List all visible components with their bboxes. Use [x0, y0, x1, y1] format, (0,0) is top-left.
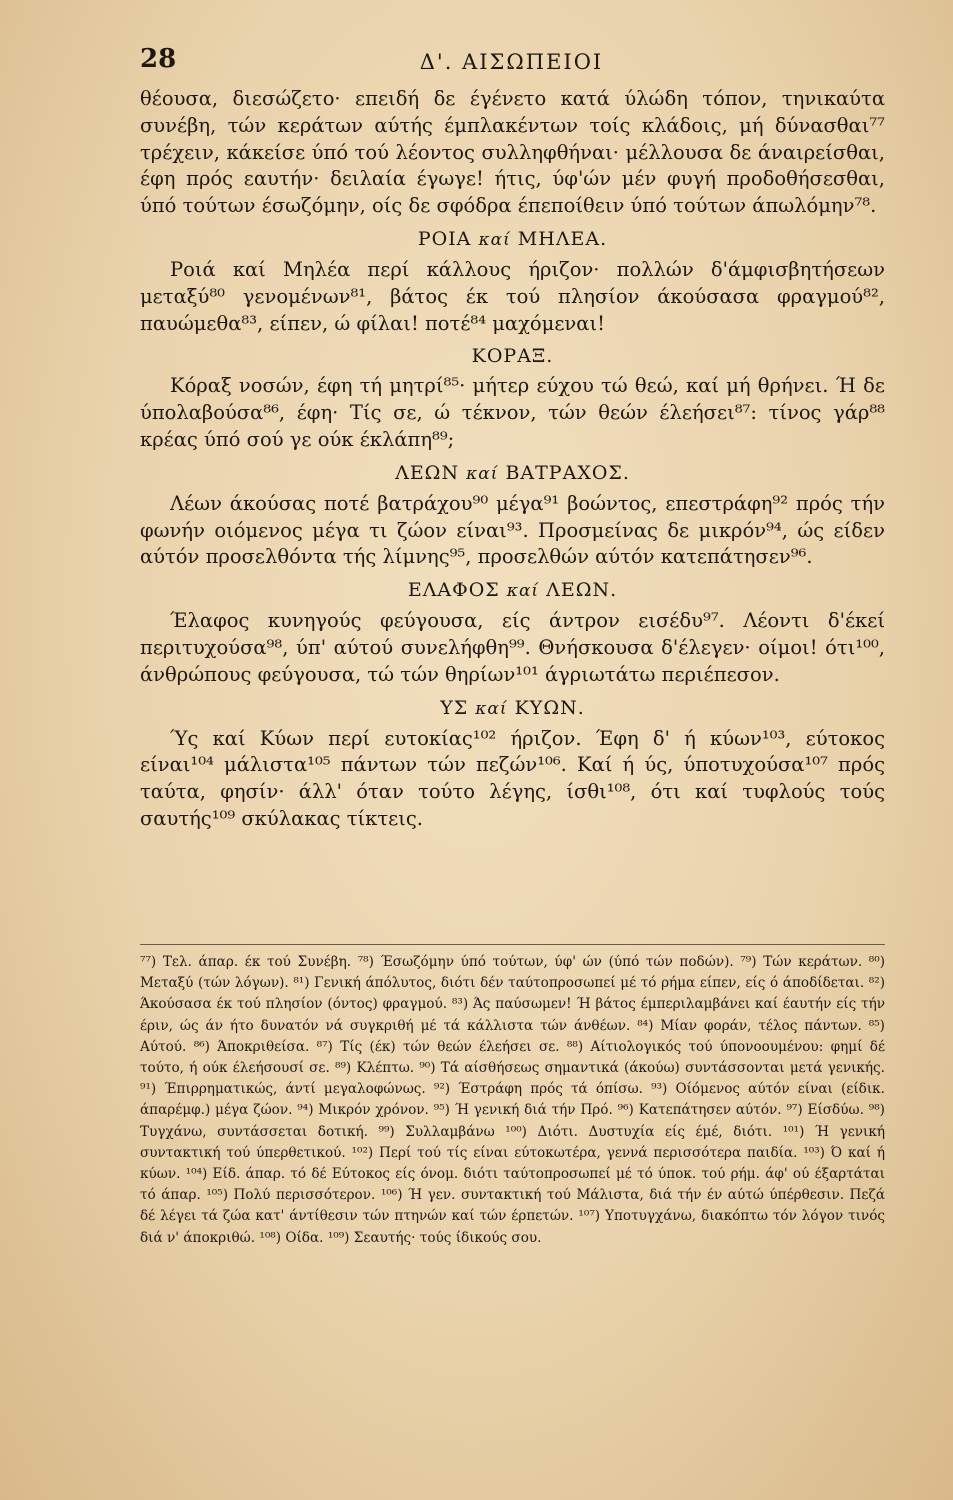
- page-body: [140, 86, 885, 833]
- fable-text: Έλαφος κυνηγούς φεύγουσα, είς άντρον εισέδυ⁹⁷. Λέοντι δ'έκεί περιτυχούσα⁹⁸, ύπ' αύτού συνελήφθη⁹⁹. Θνήσκουσα δ'έλεγεν· οίμοι! ότι¹⁰⁰, άνθρώπους φεύγουσα, τώ τών θηρίων¹⁰¹ άγριωτάτω περιέπεσον.: [140, 609, 885, 686]
- fable-title-part: ΒΑΤΡΑΧΟΣ.: [505, 461, 630, 484]
- page-number: 28: [140, 44, 177, 74]
- fable-korax: [140, 343, 885, 453]
- fable-elafos-leon: [140, 577, 885, 688]
- fable-text: Ύς καί Κύων περί ευτοκίας¹⁰² ήριζον. Έφη δ' ή κύων¹⁰³, εύτοκος είναι¹⁰⁴ μάλιστα¹⁰⁵ πάντων τών πεζών¹⁰⁶. Καί ή ύς, ύποτυχούσα¹⁰⁷ πρός ταύτα, φησίν· άλλ' όταν τούτο λέγης, ίσθι¹⁰⁸, ότι καί τυφλούς τούς σαυτής¹⁰⁹ σκύλακας τίκτεις.: [140, 726, 885, 830]
- opening-paragraph: θέουσα, διεσώζετο· επειδή δε έγένετο κατά ύλώδη τόπον, τηνικαύτα συνέβη, τών κεράτων αύτής έμπλακέντων τοίς κλάδοις, μή δύνασθαι⁷⁷ τρέχειν, κάκείσε ύπό τού λέοντος συλληφθήναι· μέλλουσα δε άναιρείσθαι, έφη πρός εαυτήν· δειλαία έγωγε! ήτις, ύφ'ών μέν φυγή προδοθήσεσθαι, ύπό τούτων έσωζόμην, οίς δε σφόδρα έπεποίθειν ύπό τούτων άπωλόμην⁷⁸.: [140, 87, 885, 218]
- footnotes: ⁷⁷) Τελ. άπαρ. έκ τού Συνέβη. ⁷⁸) Έσωζόμην ύπό τούτων, ύφ' ών (ύπό τών ποδών). ⁷⁹) Τών κεράτων. ⁸⁰) Μεταξύ (τών λόγων). ⁸¹) Γενική άπόλυτος, διότι δέν ταύτοπροσωπεί μέ τό ρήμα είπεν, είς ό άποδίδεται. ⁸²) Άκούσασα έκ τού πλησίον (όντος) φραγμού. ⁸³) Άς παύσωμεν! Ή βάτος έμπεριλαμβάνει καί έαυτήν είς τήν έριν, ώς άν ήτο δυνατόν νά συγκριθή μέ τά κάλλιστα τών άνθέων. ⁸⁴) Μίαν φοράν, τέλος πάντων. ⁸⁵) Αύτού. ⁸⁶) Άποκριθείσα. ⁸⁷) Τίς (έκ) τών θεών έλεήσει σε. ⁸⁸) Αίτιολογικός τού ύπονοουμένου: φημί δέ τούτο, ή ούκ έλεήσουσί σε. ⁸⁹) Κλέπτω. ⁹⁰) Τά αίσθήσεως σημαντικά (άκούω) συντάσσονται μετά γενικής. ⁹¹) Έπιρρηματικώς, άντί μεγαλοφώνως. ⁹²) Έστράφη πρός τά όπίσω. ⁹³) Οίόμενος αύτόν είναι (είδικ. άπαρέμφ.) μέγα ζώον. ⁹⁴) Μικρόν χρόνον. ⁹⁵) Ή γενική διά τήν Πρό. ⁹⁶) Κατεπάτησεν αύτόν. ⁹⁷) Είσδύω. ⁹⁸) Τυγχάνω, συντάσσεται δοτική. ⁹⁹) Συλλαμβάνω ¹⁰⁰) Διότι. Δυστυχία είς έμέ, διότι. ¹⁰¹) Ή γενική συντακτική τού ύπερθετικού. ¹⁰²) Περί τού τίς είναι εύτοκωτέρα, γεννά περισσότερα παιδία. ¹⁰³) Ό καί ή κύων. ¹⁰⁴) Είδ. άπαρ. τό δέ Εύτοκος είς όνομ. διότι ταύτοπροσωπεί μέ τό ύποκ. τού ρήμ. άφ' ού έξαρτάται τό άπαρ. ¹⁰⁵) Πολύ περισσότερον. ¹⁰⁶) Ή γεν. συντακτική τού Μάλιστα, διά τήν έν αύτώ ύπέρθεσιν. Πεζά δέ λέγει τά ζώα κατ' άντίθεσιν τών πτηνών καί τών έρπετών. ¹⁰⁷) Υποτυγχάνω, διακόπτω τόν λόγον τινός διά ν' άποκριθώ. ¹⁰⁸) Οίδα. ¹⁰⁹) Σεαυτής· τούς ίδικούς σου.: [140, 954, 885, 1246]
- fable-text: Λέων άκούσας ποτέ βατράχου⁹⁰ μέγα⁹¹ βοώντος, επεστράφη⁹² πρός τήν φωνήν οιόμενος μέγα τι ζώον είναι⁹³. Προσμείνας δε μικρόν⁹⁴, ώς είδεν αύτόν προσελθόντα τής λίμνης⁹⁵, προσελθών αύτόν κατεπάτησεν⁹⁶.: [140, 491, 885, 569]
- fable-title-part: ΜΗΛΕΑ.: [517, 227, 608, 250]
- fable-leon-batrachos: [140, 460, 885, 571]
- fable-title-part: ΛΕΩΝ.: [546, 579, 618, 602]
- fable-title-part: ΚΥΩΝ.: [514, 696, 585, 719]
- running-title: Δ'. ΑΙΣΩΠΕΙΟΙ: [419, 50, 604, 74]
- fable-text: Ροιά καί Μηλέα περί κάλλους ήριζον· πολλών δ'άμφισβητήσεων μεταξύ⁸⁰ γενομένων⁸¹, βάτος έκ τού πλησίον άκούσασα φραγμού⁸², παυώμεθα⁸³, είπεν, ώ φίλαι! ποτέ⁸⁴ μαχόμεναι!: [140, 257, 885, 335]
- fable-title-part: ΕΛΑΦΟΣ: [407, 579, 500, 602]
- fable-title-part: ΛΕΩΝ: [395, 461, 460, 484]
- fable-title-conjunction: καί: [506, 581, 540, 602]
- fable-title-part: ΚΟΡΑΞ.: [471, 345, 554, 368]
- fable-roia-milea: [140, 226, 885, 337]
- fable-title: [140, 695, 885, 722]
- fable-title-conjunction: καί: [466, 463, 499, 484]
- fable-title-conjunction: καί: [478, 229, 511, 250]
- fable-title: [140, 343, 885, 369]
- fable-title: [140, 460, 885, 487]
- fable-text: Κόραξ νοσών, έφη τή μητρί⁸⁵· μήτερ εύχου τώ θεώ, καί μή θρήνει. Ή δε ύπολαβούσα⁸⁶, έφη· Τίς σε, ώ τέκνον, τών θεών έλεήσει⁸⁷: τίνος γάρ⁸⁸ κρέας ύπό σού γε ούκ έκλάπη⁸⁹;: [140, 374, 885, 451]
- fable-title: [140, 577, 885, 604]
- fable-title-part: ΡΟΙΑ: [417, 227, 472, 250]
- fable-ys-kyon: [140, 695, 885, 833]
- fable-title: [140, 226, 885, 253]
- fable-title-conjunction: καί: [475, 698, 508, 719]
- fable-title-part: ΥΣ: [440, 696, 469, 719]
- footnote-divider: [140, 944, 885, 945]
- page-header: [140, 44, 883, 84]
